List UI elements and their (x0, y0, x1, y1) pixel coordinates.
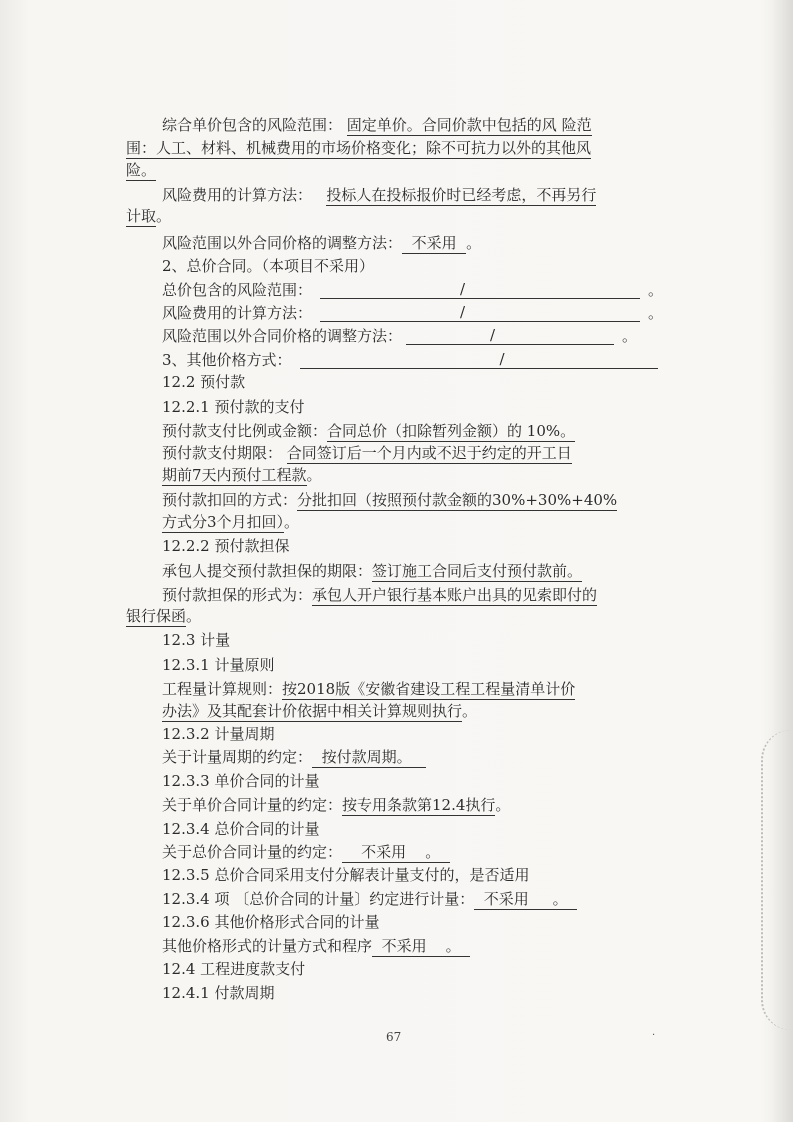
period: 。 (466, 234, 482, 252)
period: 。 (445, 937, 461, 955)
corner-mark: · (652, 1030, 656, 1041)
section-12-3-6: 12.3.6 其他价格形式合同的计量 (162, 913, 380, 931)
field-value: 险。 (126, 161, 157, 179)
schedule-measure-line (162, 890, 577, 908)
field-label: 风险范围以外合同价格的调整方法： (162, 327, 403, 345)
period: 。 (552, 890, 568, 908)
period: 。 (284, 513, 300, 531)
field-label: 综合单价包含的风险范围： (162, 116, 343, 134)
field-value: 分批扣回（按照预付款金额的30%+30%+40% (297, 491, 618, 509)
section-12-2-2: 12.2.2 预付款担保 (162, 537, 290, 555)
risk-scope-line-2 (126, 139, 591, 157)
field-value: 合同总价（扣除暂列金额）的 10% (327, 422, 561, 440)
section-12-3: 12.3 计量 (162, 631, 231, 649)
seal-stamp-edge (761, 730, 791, 1030)
blank-field: / (320, 282, 640, 299)
field-label: 预付款担保的形式为： (162, 586, 313, 604)
field-label: 承包人提交预付款担保的期限： (162, 562, 373, 580)
field-label: 总价包含的风险范围： (162, 281, 313, 299)
field-value: 不采用 (483, 890, 529, 908)
field-value: 投标人在投标报价时已经考虑，不再另行 (326, 186, 597, 204)
measure-rule-line-2 (162, 702, 477, 720)
period: 。 (462, 702, 478, 720)
field-value: 按2018版《安徽省建设工程工程量清单计价 (282, 680, 576, 698)
field-label: 其他价格形式的计量方式和程序 (162, 937, 373, 955)
advance-refund-line (162, 491, 617, 509)
field-value: 不采用 (411, 234, 457, 252)
advance-term-line-2 (162, 466, 322, 484)
section-12-3-2: 12.3.2 计量周期 (162, 725, 275, 743)
advance-refund-line-2 (162, 513, 299, 531)
field-value: 方式分3个月扣回） (162, 513, 285, 531)
blank-field: / (320, 305, 640, 322)
section-12-4-1: 12.4.1 付款周期 (162, 984, 275, 1002)
field-value: 按付款周期 (321, 748, 397, 766)
period: 。 (648, 304, 664, 322)
field-label: 风险费用的计算方法： (162, 304, 313, 322)
field-label: 12.3.4 项 〔总价合同的计量〕约定进行计量： (162, 890, 475, 908)
period: 。 (648, 281, 664, 299)
total-fee-line (162, 304, 663, 322)
guarantee-form-line-2 (126, 607, 201, 625)
field-value: 按专用条款第12.4执行 (342, 796, 496, 814)
period: 。 (495, 796, 511, 814)
risk-fee-line (162, 186, 596, 204)
unit-measure-line (162, 796, 510, 814)
field-label: 关于计量周期的约定： (162, 748, 313, 766)
field-value: 银行保函 (126, 607, 187, 625)
page-number: 67 (386, 1030, 402, 1044)
field-label: 预付款支付比例或金额： (162, 422, 328, 440)
period: 。 (560, 422, 576, 440)
field-value: 围：人工、材料、机械费用的市场价格变化；除不可抗力以外的其他风 (126, 139, 592, 157)
period: 。 (425, 843, 441, 861)
field-label: 关于总价合同计量的约定： (162, 843, 343, 861)
measure-period-line (162, 748, 426, 766)
total-risk-line (162, 281, 663, 299)
field-value: 承包人开户银行基本账户出具的见索即付的 (312, 586, 598, 604)
guarantee-form-line (162, 586, 597, 604)
field-label: 工程量计算规则： (162, 680, 283, 698)
risk-scope-line (162, 116, 592, 134)
section-12-3-4: 12.3.4 总价合同的计量 (162, 820, 320, 838)
blank-field: / (300, 352, 658, 369)
other-price-line (162, 351, 658, 369)
total-price-heading: 2、总价合同。（本项目不采用） (162, 257, 375, 275)
field-label: 预付款支付期限： (162, 444, 283, 462)
period: 。 (156, 207, 172, 225)
guarantee-term-line (162, 562, 582, 580)
field-value: 办法》及其配套计价依据中相关计算规则执行 (162, 702, 463, 720)
total-measure-line (162, 843, 450, 861)
field-label: 3、其他价格方式： (162, 351, 292, 369)
adjust-method-line (162, 234, 481, 252)
field-value: 签订施工合同后支付预付款前 (372, 562, 568, 580)
section-12-3-5: 12.3.5 总价合同采用支付分解表计量支付的，是否适用 (162, 866, 530, 884)
risk-fee-line-2 (126, 207, 171, 225)
field-label: 关于单价合同计量的约定： (162, 796, 343, 814)
section-12-3-3: 12.3.3 单价合同的计量 (162, 772, 320, 790)
period: 。 (306, 466, 322, 484)
measure-rule-line (162, 680, 575, 698)
field-value: 不采用 (361, 843, 407, 861)
period: 。 (622, 327, 638, 345)
field-value: 固定单价。合同价款中包括的风 险范 (346, 116, 592, 134)
field-value: 期前7天内预付工程款 (162, 466, 307, 484)
other-measure-line (162, 937, 470, 955)
section-12-4: 12.4 工程进度款支付 (162, 960, 306, 978)
period: 。 (186, 607, 202, 625)
field-label: 风险费用的计算方法： (162, 186, 313, 204)
field-value: 计取 (126, 207, 157, 225)
blank-field: / (406, 328, 614, 345)
period: 。 (396, 748, 412, 766)
field-value: 合同签订后一个月内或不迟于约定的开工日 (286, 444, 572, 462)
total-adjust-line (162, 327, 637, 345)
field-label: 预付款扣回的方式： (162, 491, 298, 509)
advance-ratio-line (162, 422, 575, 440)
field-value: 不采用 (381, 937, 427, 955)
risk-scope-line-3 (126, 161, 156, 179)
section-12-2-1: 12.2.1 预付款的支付 (162, 398, 305, 416)
period: 。 (567, 562, 583, 580)
field-label: 风险范围以外合同价格的调整方法： (162, 234, 403, 252)
section-12-2: 12.2 预付款 (162, 373, 246, 391)
advance-term-line (162, 444, 572, 462)
section-12-3-1: 12.3.1 计量原则 (162, 656, 275, 674)
